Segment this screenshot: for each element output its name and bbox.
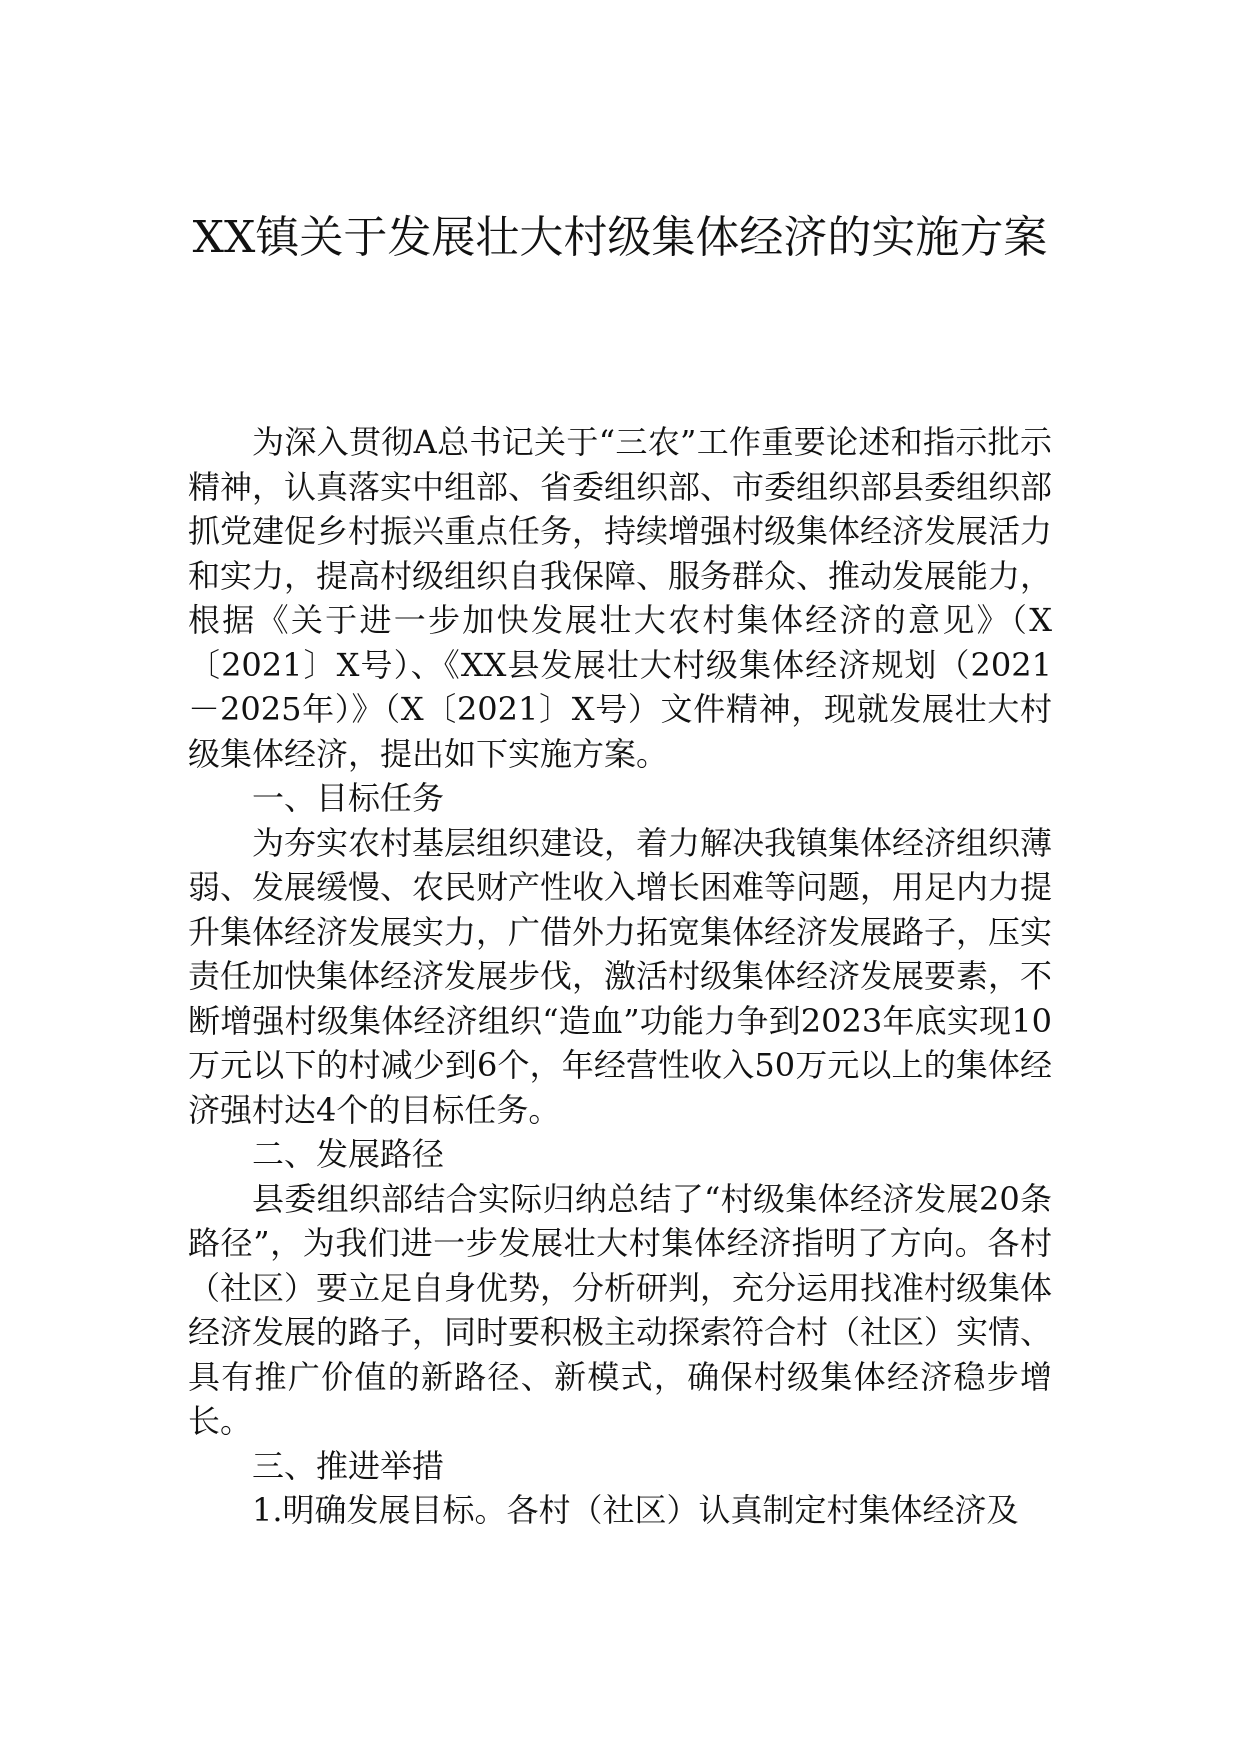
intro-paragraph: 为深入贯彻A总书记关于“三农”工作重要论述和指示批示精神，认真落实中组部、省委组织部、市委组织部县委组织部抓党建促乡村振兴重点任务，持续增强村级集体经济发展活力和实力，提高村级组织自我保障、服务群众、推动发展能力，根据《关于进一步加快发展壮大农村集体经济的意见》（X〔2021〕X号）、《XX县发展壮大村级集体经济规划（2021－2025年）》（X〔2021〕X号）文件精神，现就发展壮大村级集体经济，提出如下实施方案。 [188, 423, 1053, 773]
goals-paragraph: 为夯实农村基层组织建设，着力解决我镇集体经济组织薄弱、发展缓慢、农民财产性收入增长困难等问题，用足内力提升集体经济发展实力，广借外力拓宽集体经济发展路子，压实责任加快集体经济发展步伐，激活村级集体经济发展要素，不断增强村级集体经济组织“造血”功能力争到2023年底实现10万元以下的村减少到6个，年经营性收入50万元以上的集体经济强村达4个的目标任务。 [188, 823, 1053, 1129]
section-heading-path: 二、发展路径 [252, 1135, 445, 1173]
document-title: XX镇关于发展壮大村级集体经济的实施方案 [192, 212, 1048, 263]
section-heading-measures: 三、推进举措 [252, 1446, 445, 1485]
section-heading-goals: 一、目标任务 [252, 779, 445, 817]
path-paragraph: 县委组织部结合实际归纳总结了“村级集体经济发展20条路径”，为我们进一步发展壮大村集体经济指明了方向。各村（社区）要立足自身优势，分析研判，充分运用找准村级集体经济发展的路子，同时要积极主动探索符合村（社区）实情、具有推广价值的新路径、新模式，确保村级集体经济稳步增长。 [188, 1179, 1053, 1440]
document-body [188, 420, 1052, 1533]
measures-paragraph: 1.明确发展目标。各村（社区）认真制定村集体经济及 [252, 1491, 1019, 1529]
